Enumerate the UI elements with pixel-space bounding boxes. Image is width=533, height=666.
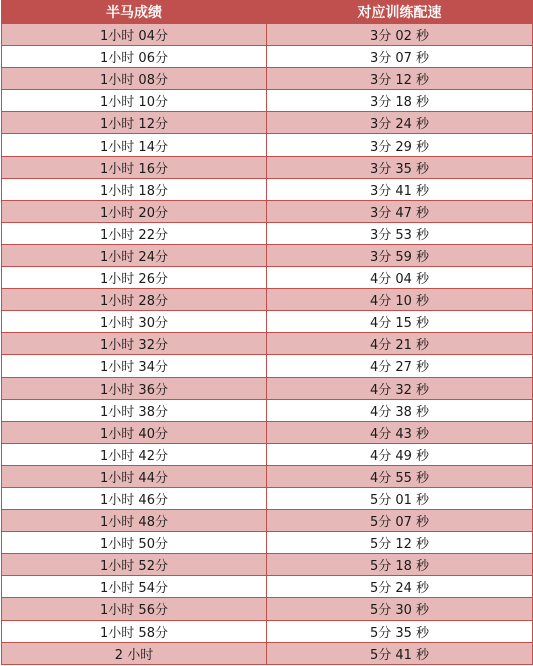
- cell-training-pace: 5分 35 秒: [267, 620, 533, 642]
- cell-training-pace: 3分 41 秒: [267, 178, 533, 200]
- cell-training-pace: 5分 18 秒: [267, 554, 533, 576]
- table-row: [2, 465, 533, 487]
- cell-half-marathon-time: 1小时 34分: [2, 355, 267, 377]
- cell-half-marathon-time: 1小时 38分: [2, 399, 267, 421]
- cell-training-pace: 5分 41 秒: [267, 642, 533, 664]
- table-row: [2, 90, 533, 112]
- cell-half-marathon-time: 1小时 54分: [2, 576, 267, 598]
- cell-half-marathon-time: 1小时 24分: [2, 244, 267, 266]
- table-row: [2, 244, 533, 266]
- cell-training-pace: 3分 12 秒: [267, 68, 533, 90]
- cell-training-pace: 4分 55 秒: [267, 465, 533, 487]
- table-row: [2, 598, 533, 620]
- cell-half-marathon-time: 1小时 18分: [2, 178, 267, 200]
- table-row: [2, 222, 533, 244]
- table-row: [2, 620, 533, 642]
- cell-half-marathon-time: 1小时 42分: [2, 443, 267, 465]
- table-row: [2, 200, 533, 222]
- table-row: [2, 487, 533, 509]
- cell-half-marathon-time: 1小时 56分: [2, 598, 267, 620]
- cell-training-pace: 4分 38 秒: [267, 399, 533, 421]
- cell-half-marathon-time: 1小时 10分: [2, 90, 267, 112]
- cell-half-marathon-time: 1小时 28分: [2, 289, 267, 311]
- cell-training-pace: 5分 30 秒: [267, 598, 533, 620]
- cell-half-marathon-time: 1小时 16分: [2, 156, 267, 178]
- table-row: [2, 377, 533, 399]
- table-row: [2, 554, 533, 576]
- table-body: [2, 24, 533, 665]
- cell-half-marathon-time: 1小时 58分: [2, 620, 267, 642]
- cell-training-pace: 4分 32 秒: [267, 377, 533, 399]
- table-row: [2, 24, 533, 46]
- cell-training-pace: 5分 12 秒: [267, 532, 533, 554]
- cell-training-pace: 4分 49 秒: [267, 443, 533, 465]
- cell-half-marathon-time: 1小时 44分: [2, 465, 267, 487]
- cell-training-pace: 5分 01 秒: [267, 487, 533, 509]
- table-row: [2, 576, 533, 598]
- cell-half-marathon-time: 1小时 48分: [2, 510, 267, 532]
- table-row: [2, 289, 533, 311]
- cell-training-pace: 4分 43 秒: [267, 421, 533, 443]
- cell-training-pace: 3分 47 秒: [267, 200, 533, 222]
- cell-training-pace: 4分 04 秒: [267, 267, 533, 289]
- cell-half-marathon-time: 1小时 36分: [2, 377, 267, 399]
- header-half-marathon-time: 半马成绩: [2, 1, 267, 24]
- cell-training-pace: 3分 29 秒: [267, 134, 533, 156]
- table-row: [2, 112, 533, 134]
- table-row: [2, 156, 533, 178]
- cell-training-pace: 4分 21 秒: [267, 333, 533, 355]
- cell-half-marathon-time: 1小时 20分: [2, 200, 267, 222]
- header-row: [2, 1, 533, 24]
- table-row: [2, 46, 533, 68]
- table-row: [2, 267, 533, 289]
- cell-half-marathon-time: 1小时 14分: [2, 134, 267, 156]
- cell-half-marathon-time: 1小时 46分: [2, 487, 267, 509]
- table-row: [2, 642, 533, 664]
- table-row: [2, 399, 533, 421]
- cell-half-marathon-time: 1小时 22分: [2, 222, 267, 244]
- cell-half-marathon-time: 1小时 12分: [2, 112, 267, 134]
- cell-half-marathon-time: 1小时 06分: [2, 46, 267, 68]
- cell-half-marathon-time: 1小时 32分: [2, 333, 267, 355]
- table-header: [2, 1, 533, 24]
- cell-half-marathon-time: 1小时 08分: [2, 68, 267, 90]
- cell-training-pace: 4分 27 秒: [267, 355, 533, 377]
- table-row: [2, 421, 533, 443]
- cell-training-pace: 5分 07 秒: [267, 510, 533, 532]
- cell-training-pace: 3分 53 秒: [267, 222, 533, 244]
- cell-training-pace: 4分 15 秒: [267, 311, 533, 333]
- cell-half-marathon-time: 2 小时: [2, 642, 267, 664]
- table-row: [2, 355, 533, 377]
- cell-training-pace: 3分 59 秒: [267, 244, 533, 266]
- header-training-pace: 对应训练配速: [267, 1, 533, 24]
- pace-table: [1, 0, 533, 665]
- cell-half-marathon-time: 1小时 04分: [2, 24, 267, 46]
- table-row: [2, 178, 533, 200]
- cell-training-pace: 3分 18 秒: [267, 90, 533, 112]
- table-row: [2, 510, 533, 532]
- cell-half-marathon-time: 1小时 52分: [2, 554, 267, 576]
- cell-training-pace: 3分 07 秒: [267, 46, 533, 68]
- cell-half-marathon-time: 1小时 50分: [2, 532, 267, 554]
- cell-half-marathon-time: 1小时 30分: [2, 311, 267, 333]
- table-row: [2, 311, 533, 333]
- table-row: [2, 443, 533, 465]
- cell-training-pace: 3分 35 秒: [267, 156, 533, 178]
- table-row: [2, 68, 533, 90]
- cell-half-marathon-time: 1小时 26分: [2, 267, 267, 289]
- cell-half-marathon-time: 1小时 40分: [2, 421, 267, 443]
- cell-training-pace: 5分 24 秒: [267, 576, 533, 598]
- table-row: [2, 532, 533, 554]
- table-row: [2, 333, 533, 355]
- table-row: [2, 134, 533, 156]
- cell-training-pace: 3分 02 秒: [267, 24, 533, 46]
- cell-training-pace: 3分 24 秒: [267, 112, 533, 134]
- cell-training-pace: 4分 10 秒: [267, 289, 533, 311]
